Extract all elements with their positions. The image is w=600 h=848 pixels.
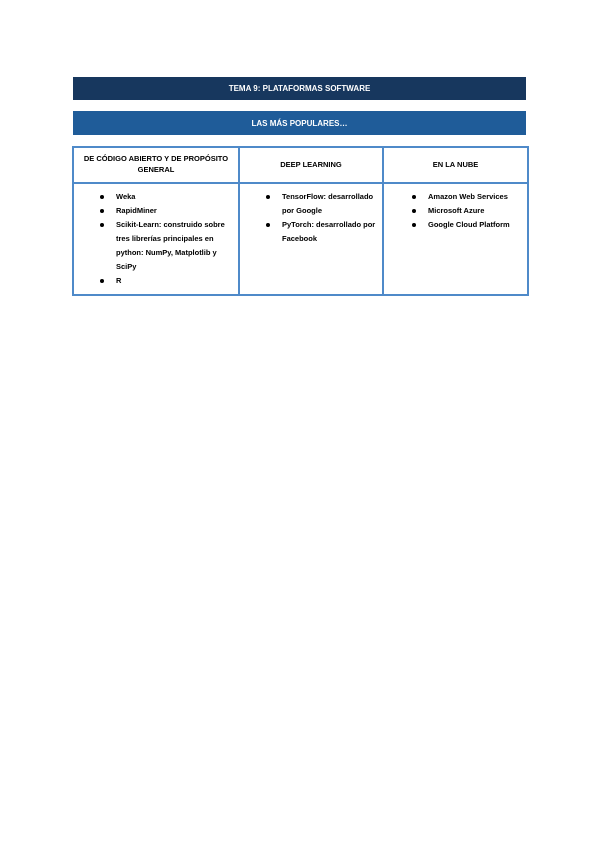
bullet-icon [266, 223, 270, 227]
bullet-icon [100, 209, 104, 213]
list-item: PyTorch: desarrollado por Facebook [244, 218, 378, 246]
bullet-icon [100, 223, 104, 227]
open-source-list [78, 190, 234, 288]
bullet-icon [100, 279, 104, 283]
list-item: Microsoft Azure [388, 204, 523, 218]
list-item: Weka [78, 190, 234, 204]
bullet-icon [412, 209, 416, 213]
list-item: Google Cloud Platform [388, 218, 523, 232]
column-header-deep-learning: DEEP LEARNING [239, 147, 383, 183]
bullet-icon [266, 195, 270, 199]
page-title: TEMA 9: PLATAFORMAS SOFTWARE [228, 84, 371, 93]
column-header-cloud: EN LA NUBE [383, 147, 528, 183]
title-banner [73, 77, 526, 100]
open-source-cell [73, 183, 239, 295]
table-header-row [73, 147, 528, 183]
column-header-open-source: DE CÓDIGO ABIERTO Y DE PROPÓSITO GENERAL [73, 147, 239, 183]
bullet-icon [412, 195, 416, 199]
bullet-icon [412, 223, 416, 227]
list-item: Amazon Web Services [388, 190, 523, 204]
list-item: Scikit-Learn: construido sobre tres librerías principales en python: NumPy, Matplotlib y SciPy [78, 218, 234, 274]
list-item: TensorFlow: desarrollado por Google [244, 190, 378, 218]
list-item: RapidMiner [78, 204, 234, 218]
cloud-list [388, 190, 523, 232]
deep-learning-list [244, 190, 378, 246]
deep-learning-cell [239, 183, 383, 295]
cloud-cell [383, 183, 528, 295]
table-row [73, 183, 528, 295]
bullet-icon [100, 195, 104, 199]
platforms-table [72, 146, 529, 296]
page-subtitle: LAS MÁS POPULARES… [251, 118, 348, 128]
list-item: R [78, 274, 234, 288]
subtitle-banner [73, 111, 526, 135]
